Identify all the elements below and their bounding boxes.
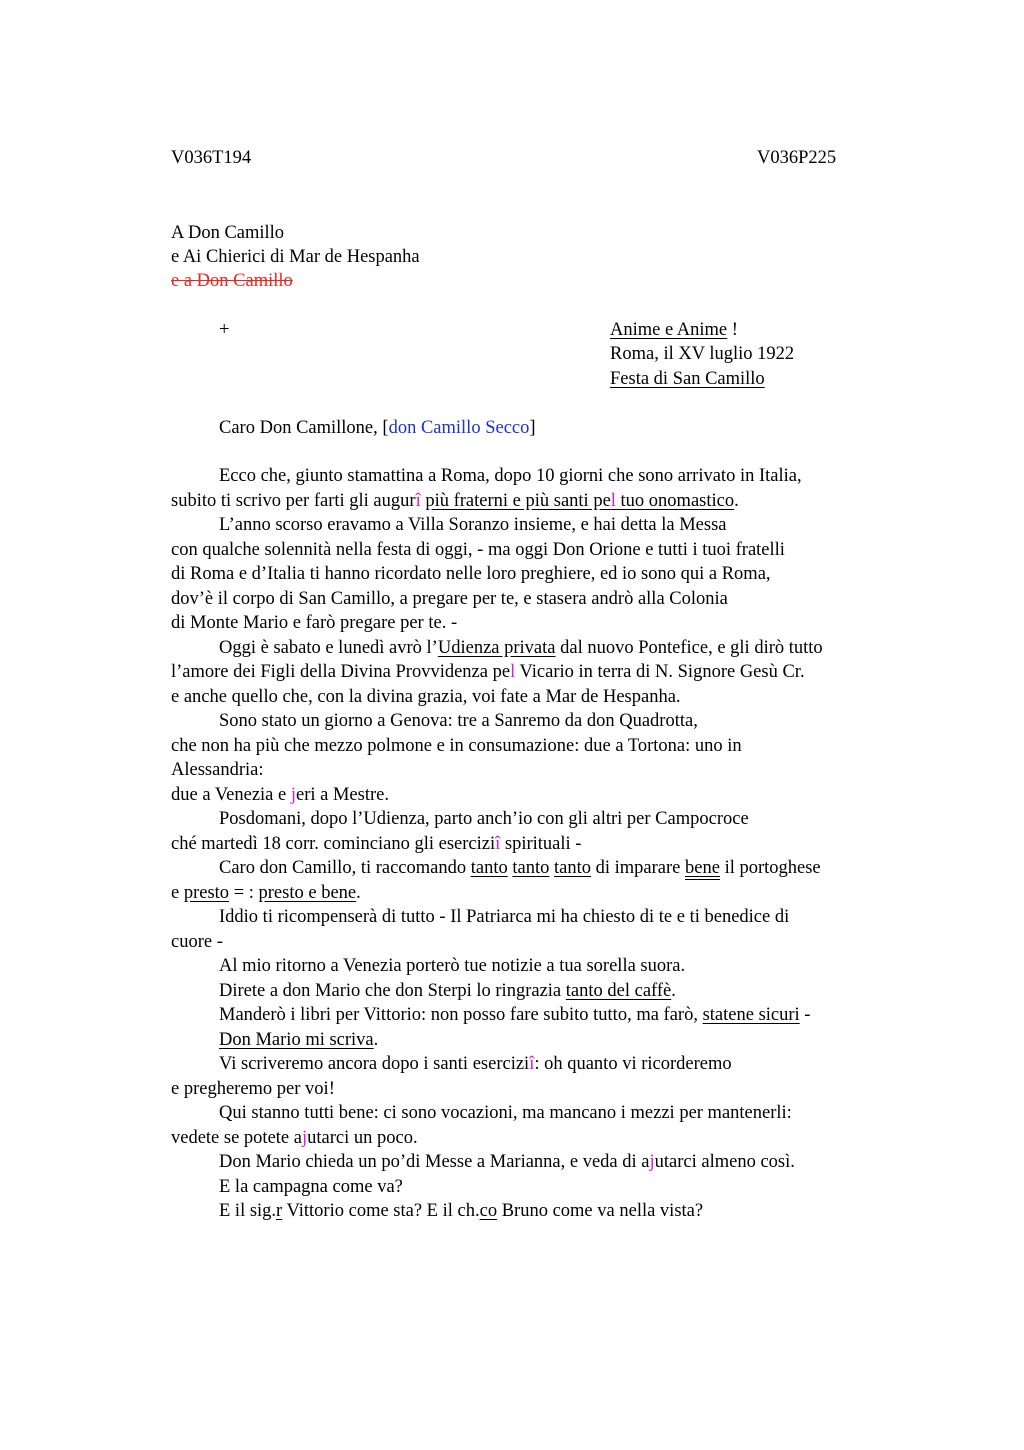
editorial-mark: j (290, 784, 296, 805)
text-run: . (734, 490, 739, 511)
bracket-close: ] (529, 418, 536, 438)
text-run: Bruno come va nella vista? (497, 1201, 704, 1221)
underlined-word: tanto (470, 858, 508, 878)
body-line (171, 1052, 732, 1076)
text-run: Direte a don Mario che don Sterpi lo ringrazia (219, 980, 566, 1001)
text-run: Vicario in terra di N. Signore Gesù Cr. (515, 662, 805, 682)
bracket-open: [ (382, 418, 389, 438)
cross-symbol: + (219, 320, 230, 340)
editorial-mark: î (495, 833, 501, 854)
text-run: tuo onomastico (615, 490, 735, 511)
editorial-mark: l (510, 662, 516, 682)
dateline: Roma, il XV luglio 1922 (610, 344, 795, 364)
underlined-phrase: presto e bene (258, 882, 357, 903)
body-line (171, 1199, 703, 1223)
body-line: Al mio ritorno a Venezia porterò tue notizie a tua sorella suora. (219, 956, 686, 976)
address-line-2: e Ai Chierici di Mar de Hespanha (171, 247, 420, 267)
body-line: Iddio ti ricompenserà di tutto - Il Patriarca mi ha chiesto di te e ti benedice di (219, 907, 790, 927)
underlined-word: tanto (554, 858, 591, 878)
body-line: cuore - (171, 931, 223, 952)
feast-line: Festa di San Camillo (610, 369, 765, 389)
text-run: Caro don Camillo, ti raccomando (219, 858, 471, 878)
text-run: . (356, 882, 361, 903)
double-underlined-word: bene (685, 858, 720, 878)
text-run: . (373, 1029, 379, 1050)
body-line: dov’è il corpo di San Camillo, a pregare per te, e stasera andrò alla Colonia (171, 588, 728, 609)
body-line: di Monte Mario e farò pregare per te. - (171, 613, 458, 633)
underlined-phrase: tanto del caffè (565, 980, 672, 1001)
text-run: . (671, 980, 676, 1001)
body-line (171, 660, 805, 684)
text-run: E il sig. (219, 1201, 277, 1221)
body-line (171, 881, 361, 905)
body-line (171, 783, 389, 807)
body-line (171, 636, 823, 660)
text-run: : oh quanto vi ricorderemo (534, 1054, 732, 1074)
editor-note: don Camillo Secco (388, 418, 530, 438)
body-line (171, 1126, 418, 1150)
body-line: che non ha più che mezzo polmone e in consumazione: due a Tortona: uno in (171, 735, 742, 756)
archive-code-right: V036P225 (757, 148, 837, 168)
body-line: Alessandria: (171, 760, 264, 780)
body-line: e pregheremo per voi! (171, 1078, 335, 1099)
text-run: = : (229, 882, 259, 903)
body-line (171, 979, 676, 1003)
text-run: due a Venezia e (171, 784, 291, 805)
text-run: Vittorio come sta? E il ch. (282, 1201, 480, 1221)
motto (610, 318, 738, 342)
text-run: Manderò i libri per Vittorio: non posso fare subito tutto, ma farò, (219, 1005, 703, 1025)
text-run: spirituali - (500, 833, 582, 854)
underlined-word: tanto (512, 858, 550, 878)
editorial-mark: î (415, 490, 421, 511)
body-line: E la campagna come va? (219, 1176, 403, 1197)
salutation (219, 416, 536, 440)
body-line: Sono stato un giorno a Genova: tre a Sanremo da don Quadrotta, (219, 711, 698, 731)
body-line (171, 489, 739, 513)
address-line-1: A Don Camillo (171, 223, 285, 243)
body-line: L’anno scorso eravamo a Villa Soranzo insieme, e hai detta la Messa (219, 515, 727, 535)
body-line (171, 1028, 378, 1052)
text-run: utarci un poco. (307, 1127, 418, 1148)
editorial-mark: j (301, 1127, 308, 1148)
text-run: Don Mario chieda un po’di Messe a Marianna, e veda di a (219, 1152, 650, 1172)
superscript-abbrev: co (479, 1201, 498, 1221)
text-run: Oggi è sabato e lunedì avrò l’ (219, 637, 438, 658)
motto-text: Anime e Anime (610, 320, 728, 340)
superscript-abbrev: r (276, 1201, 283, 1221)
editorial-mark: î (529, 1054, 535, 1074)
text-run: utarci almeno così. (654, 1152, 795, 1172)
underlined-word: presto (183, 882, 230, 903)
motto-mark: ! (727, 320, 738, 340)
text-run: più fraterni e più santi pe (425, 490, 611, 511)
text-run: dal nuovo Pontefice, e gli dirò tutto (555, 637, 823, 658)
editorial-mark: l (610, 490, 616, 511)
salutation-text: Caro Don Camillone, (219, 418, 383, 438)
body-line (171, 1003, 810, 1027)
text-run: - (799, 1005, 811, 1025)
body-line: Ecco che, giunto stamattina a Roma, dopo 10 giorni che sono arrivato in Italia, (219, 466, 802, 486)
body-line: Qui stanno tutti bene: ci sono vocazioni, ma mancano i mezzi per mantenerli: (219, 1103, 792, 1123)
underlined-phrase: Udienza privata (437, 637, 556, 658)
underlined-phrase: Don Mario mi scriva (219, 1029, 374, 1050)
body-line: e anche quello che, con la divina grazia, voi fate a Mar de Hespanha. (171, 686, 681, 707)
body-line (171, 1150, 795, 1174)
text-run: eri a Mestre. (295, 784, 389, 805)
underlined-phrase (425, 491, 734, 511)
text-run: il portoghese (719, 858, 821, 878)
text-run: e (171, 882, 184, 903)
text-run: di imparare (591, 858, 685, 878)
text-run: l’amore dei Figli della Divina Provvidenza pe (171, 662, 511, 682)
body-line: con qualche solennità nella festa di oggi, - ma oggi Don Orione e tutti i tuoi fratelli (171, 539, 785, 560)
archive-code-left: V036T194 (171, 148, 252, 168)
address-line-struck: e a Don Camillo (171, 271, 293, 291)
editorial-mark: j (649, 1152, 655, 1172)
text-run: vedete se potete a (171, 1127, 302, 1148)
body-line (171, 832, 581, 856)
text-run: subito ti scrivo per farti gli augur (171, 490, 416, 511)
text-run: Vi scriveremo ancora dopo i santi esercizi (219, 1054, 530, 1074)
body-line: di Roma e d’Italia ti hanno ricordato nelle loro preghiere, ed io sono qui a Roma, (171, 564, 771, 584)
body-line: Posdomani, dopo l’Udienza, parto anch’io con gli altri per Campocroce (219, 809, 749, 829)
body-line (171, 856, 821, 880)
underlined-phrase: statene sicuri (702, 1005, 800, 1025)
text-run: ché martedì 18 corr. cominciano gli esercizi (171, 833, 496, 854)
